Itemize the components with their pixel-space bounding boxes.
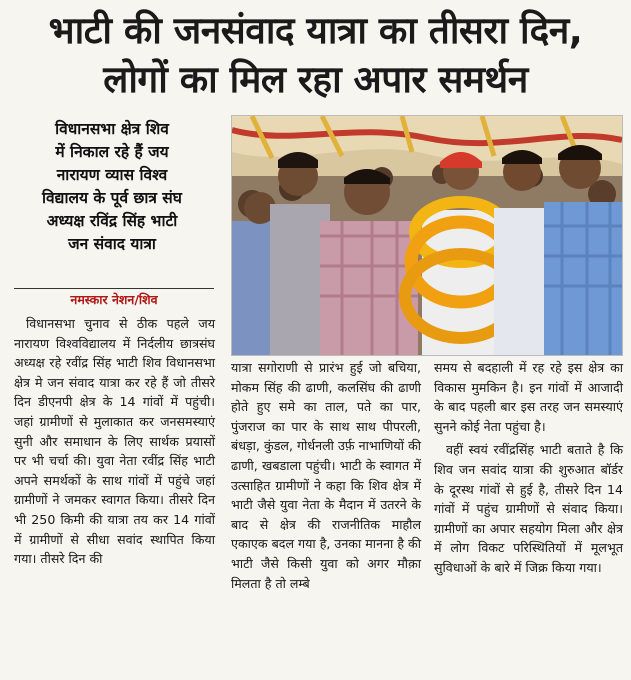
text-line: बचिया, मोकम सिंह की ढाणी,	[231, 360, 421, 395]
text-line: का ताल, पते का पार, पुंजराज का	[231, 399, 421, 434]
headline-line-2: लोगों का मिल रहा अपार समर्थन	[103, 58, 528, 101]
text-line: ग्रामीणों से संवाद किया। ग्रामीणों	[434, 501, 623, 536]
text-line: का अपार सहयोग मिला और क्षेत्र	[472, 520, 623, 536]
text-line: के स्वागत में उत्साहित ग्रामीणों ने	[231, 457, 421, 493]
text-line: हुई है, तीसरे दिन 14 गांवों में पहुंच	[434, 481, 623, 517]
text-line: पहले जय नारायण विश्वविद्यालय	[14, 316, 216, 351]
text-line: जमकर स्वागत किया। तीसरे दिन	[64, 492, 215, 508]
paragraph	[434, 358, 623, 436]
article-column-3	[434, 358, 623, 578]
text-line: से मुलाकात कर जनसमस्याएं	[79, 413, 215, 429]
byline-divider	[14, 288, 214, 289]
headline-line-1: भाटी की जनसंवाद यात्रा का तीसरा दिन,	[48, 9, 583, 52]
text-line: किया गया।	[551, 559, 602, 575]
byline: नमस्कार नेशन/शिव	[70, 292, 158, 307]
news-photo	[231, 115, 623, 356]
text-line: का विकास मुमकिन है। इन गांवों	[434, 360, 623, 395]
text-line: हैं जो तीसरे दिन डीएनपी क्षेत्र के	[14, 374, 216, 410]
text-line: युवा नेता के मैदान में उतरने के	[280, 497, 421, 513]
text-line: मानना है की भाटी जैसे किसी युवा	[231, 536, 421, 571]
text-line: 14 गांवों में पहुंची। जहां ग्रामीणों	[14, 394, 215, 429]
text-line: रवींद्र सिंह भाटी अपने समर्थकों के	[14, 453, 215, 488]
paragraph	[231, 358, 421, 593]
text-line: कहा कि शिव क्षेत्र में भाटी जैसे	[231, 477, 421, 513]
text-line: शुरुआत बॉर्डर के दूरस्थ गांवों से	[434, 461, 623, 497]
text-line: प्रयासों पर भी चर्चा की। युवा नेता	[14, 433, 215, 469]
text-line: पार के साथ साथ पीपरली, बंधड़ा,	[231, 418, 421, 454]
text-line: कुंडल, गोर्धनली उर्फ़ नाभाणियों	[264, 438, 409, 454]
text-line: विधानसभा चुनाव से ठीक	[26, 316, 167, 331]
text-line: रवींद्र सिंह भाटी शिव विधानसभा	[66, 355, 215, 371]
article-column-1	[14, 314, 215, 569]
text-line: मूलभूत सुविधाओं के बारे में जिक्र	[434, 540, 623, 575]
text-line: में निर्दलीय छात्रसंघ अध्यक्ष रहे	[14, 335, 215, 371]
text-line: बाद से क्षेत्र की राजनीतिक माहौल	[231, 516, 421, 532]
text-line: में लोग विकट परिस्थितियों में	[434, 540, 591, 556]
subhead-line: अध्यक्ष रविंद्र सिंह भाटी	[46, 212, 178, 230]
subhead-line: जन संवाद यात्रा	[68, 235, 156, 253]
text-line: क्षेत्र मे जन संवाद यात्रा कर रहे	[14, 374, 162, 390]
crowd-photo-garlanding-icon	[232, 116, 622, 355]
headline	[0, 6, 631, 104]
text-line: 14 गांवों में ग्रामीणों से सीधा सवांद	[14, 511, 215, 547]
subhead-line: में निकाल रहे हैं जय	[55, 143, 169, 161]
text-line: एकाएक बदल गया है, उनका	[231, 536, 366, 552]
subheadline	[8, 118, 216, 256]
subhead-line: विधानसभा क्षेत्र शिव	[55, 120, 169, 138]
text-line: समय से बदहाली में रह रहे इस क्षेत्र	[434, 360, 611, 375]
text-line: स्थापित किया गया। तीसरे दिन की	[14, 531, 215, 567]
text-line: को अगर मौक़ा मिलता है तो लम्बे	[231, 555, 421, 591]
text-line: में आजादी के बाद पहली बार इस	[434, 379, 623, 415]
text-line: पहुंचा है।	[505, 418, 546, 434]
subhead-line: विद्यालय के पूर्व छात्र संघ	[42, 189, 182, 207]
text-line: भी 250 किमी की यात्रा तय कर	[14, 511, 174, 527]
text-line: साथ गांवों में पहुंचे जहां ग्रामीणों ने	[14, 472, 215, 508]
text-line: सुनी और समाधान के लिए सार्थक	[14, 433, 186, 449]
text-line: यात्रा सगोराणी से प्रारंभ हुई जो	[231, 360, 388, 375]
text-line: की ढाणी, खबडाला पहुंची। भाटी	[231, 438, 421, 473]
text-line: है कि शिव जन सवांद यात्रा की	[434, 442, 623, 477]
text-line: वहीं स्वयं रवींद्रसिंह भाटी बताते	[446, 442, 598, 458]
subhead-line: नारायण व्यास विश्व	[56, 166, 168, 184]
paragraph	[434, 440, 623, 577]
page-edge	[0, 672, 631, 680]
paragraph	[14, 314, 215, 569]
text-line: कलसिंघ की ढाणी होते हुए समे	[231, 379, 421, 415]
text-line: तरह जन समस्याएं सुनने कोई नेता	[434, 399, 623, 434]
article-column-2	[231, 358, 421, 593]
